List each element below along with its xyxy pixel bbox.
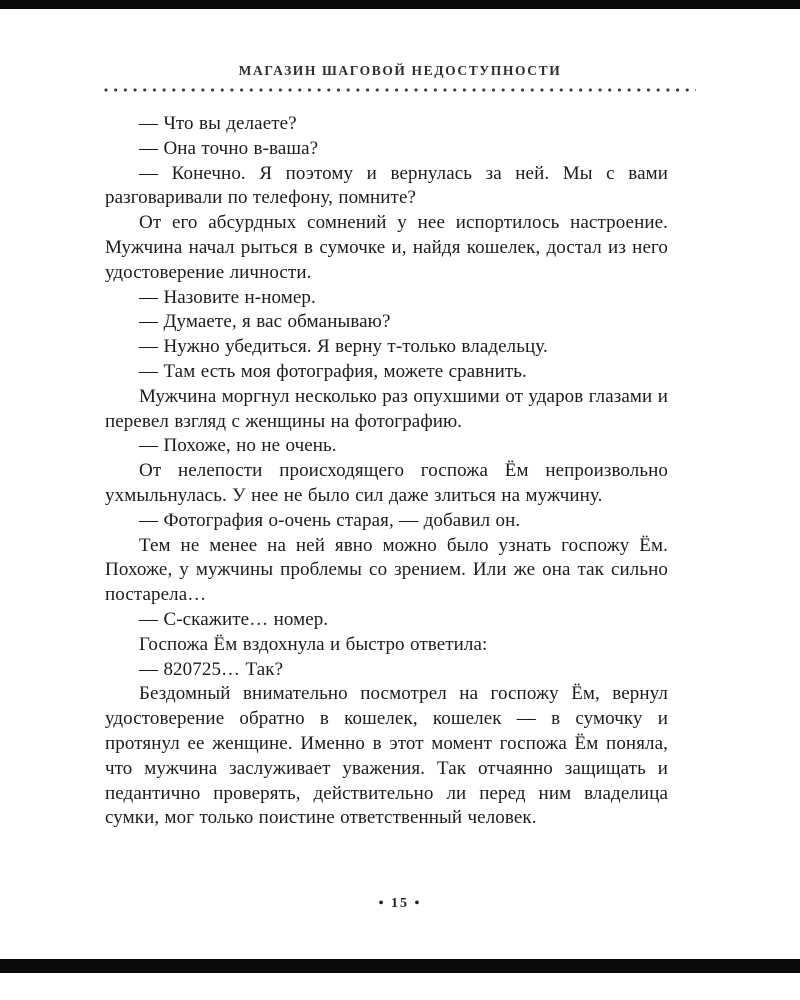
scan-edge-bottom <box>0 959 800 973</box>
paragraph: Бездомный внимательно посмотрел на госпожу Ём, вернул удостоверение обратно в кошелек, кошелек — в сумочку и протянул ее женщине. Именно в этот момент госпожа Ём поняла, что мужчина заслуживает уважения. Так отчаянно защищать и педантично проверять, действительно ли перед ним владелица сумки, мог только поистине ответственный человек. <box>105 683 668 829</box>
paragraph: Тем не менее на ней явно можно было узнать госпожу Ём. Похоже, у мужчины проблемы со зрением. Или же она так сильно постарела… <box>105 534 668 606</box>
paragraph: Мужчина моргнул несколько раз опухшими от ударов глазами и перевел взгляд с женщины на фотографию. <box>105 385 668 432</box>
paragraph: — Похоже, но не очень. <box>139 435 337 457</box>
paragraph: — Она точно в-ваша? <box>139 137 319 159</box>
paragraph: Госпожа Ём вздохнула и быстро ответила: <box>139 633 488 655</box>
page-number: • 15 • <box>378 896 422 911</box>
body-text <box>105 112 668 831</box>
running-title: МАГАЗИН ШАГОВОЙ НЕДОСТУПНОСТИ <box>238 63 562 78</box>
paragraph: От его абсурдных сомнений у нее испортилось настроение. Мужчина начал рыться в сумочке и, найдя кошелек, достал из него удостоверение личности. <box>105 212 668 283</box>
paragraph: — Конечно. Я поэтому и вернулась за ней. Мы с вами разговаривали по телефону, помните? <box>105 162 668 209</box>
paragraph: — Что вы делаете? <box>139 113 297 134</box>
paragraph: — Там есть моя фотография, можете сравнить. <box>139 360 527 382</box>
paragraph: — 820725… Так? <box>139 658 284 680</box>
paragraph: — С-скажите… номер. <box>139 608 329 630</box>
paragraph: — Нужно убедиться. Я верну т-только владельцу. <box>139 336 548 358</box>
paragraph: — Назовите н-номер. <box>139 286 316 308</box>
dotted-rule <box>104 88 696 92</box>
paragraph: От нелепости происходящего госпожа Ём непроизвольно ухмыльнулась. У нее не было сил даже злиться на мужчину. <box>105 460 668 506</box>
paragraph: — Фотография о-очень старая, — добавил он. <box>139 509 521 531</box>
scan-edge-top <box>0 0 800 9</box>
paragraph: — Думаете, я вас обманываю? <box>139 311 391 333</box>
